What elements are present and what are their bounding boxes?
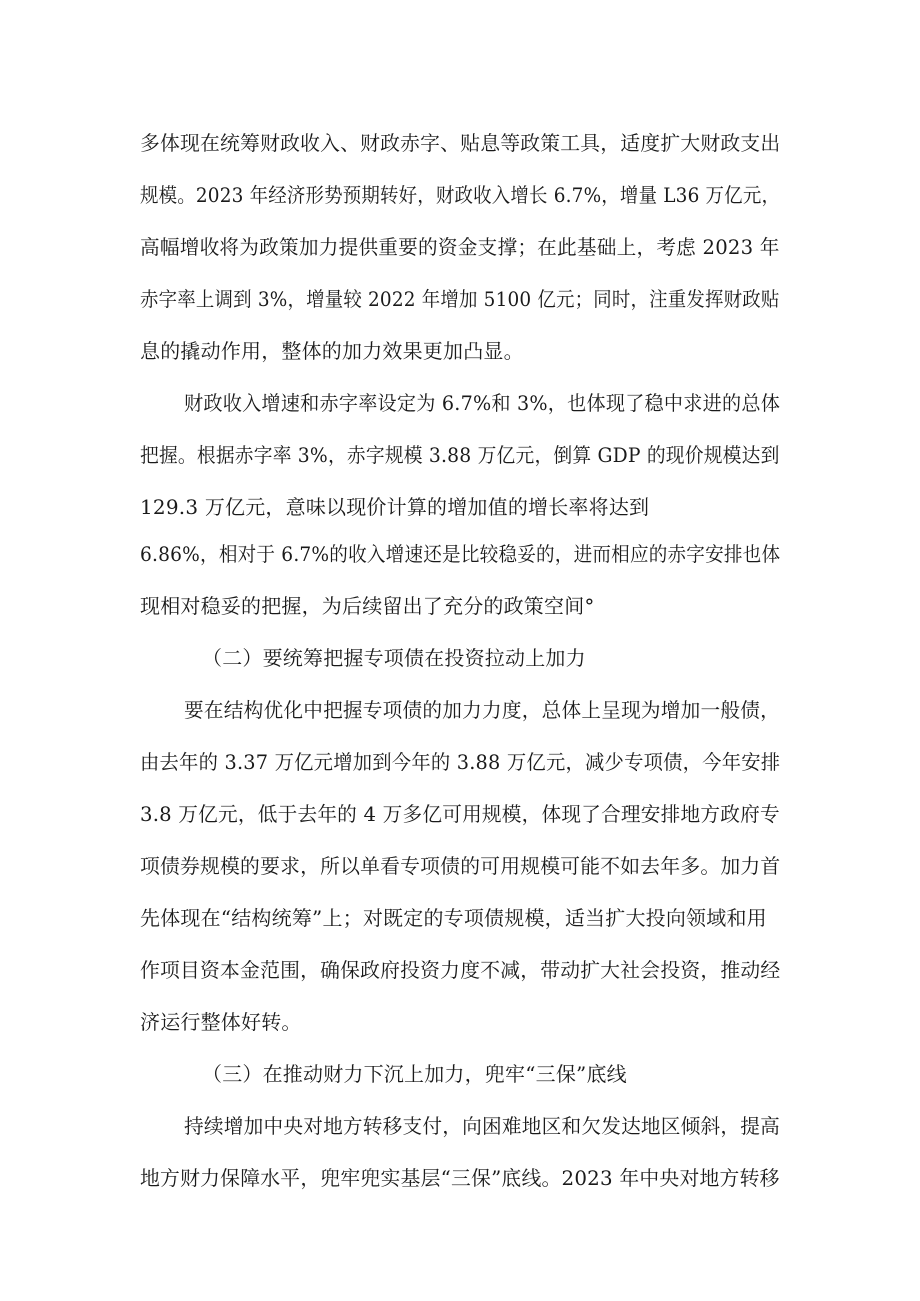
text-line: 规模。2023 年经济形势预期转好，财政收入增长 6.7%，增量 L36 万亿元， [140,183,781,207]
section-heading: （二）要统筹把握专项债在投资拉动上加力 [202,646,586,670]
text-line: 财政收入增速和赤字率设定为 6.7%和 3%，也体现了稳中求进的总体 [184,391,781,415]
section-heading: （三）在推动财力下沉上加力，兜牢“三保”底线 [202,1062,627,1086]
text-line: 先体现在“结构统筹”上；对既定的专项债规模，适当扩大投向领域和用 [140,906,767,930]
text-line: 把握。根据赤字率 3%，赤字规模 3.88 万亿元，倒算 GDP 的现价规模达到 [140,443,780,467]
text-line: 地方财力保障水平，兜牢兜实基层“三保”底线。2023 年中央对地方转移 [140,1166,780,1190]
text-line: 要在结构优化中把握专项债的加力力度，总体上呈现为增加一般债， [184,698,781,722]
text-line: 项债券规模的要求，所以单看专项债的可用规模可能不如去年多。加力首 [140,854,781,878]
text-line: 6.86%，相对于 6.7%的收入增速还是比较稳妥的，进而相应的赤字安排也体 [140,542,781,566]
text-line: 作项目资本金范围，确保政府投资力度不减，带动扩大社会投资，推动经 [140,958,781,982]
text-line: 高幅增收将为政策加力提供重要的资金支撑；在此基础上，考虑 2023 年 [140,235,780,259]
text-line: 129.3 万亿元，意味以现价计算的增加值的增长率将达到 [140,495,650,519]
text-line: 3.8 万亿元，低于去年的 4 万多亿可用规模，体现了合理安排地方政府专 [140,802,780,826]
text-line: 现相对稳妥的把握，为后续留出了充分的政策空间° [140,594,595,618]
text-line: 济运行整体好转。 [140,1010,302,1034]
text-line: 息的撬动作用，整体的加力效果更加凸显。 [140,339,524,363]
text-line: 多体现在统筹财政收入、财政赤字、贴息等政策工具，适度扩大财政支出 [140,131,781,155]
text-line: 赤字率上调到 3%，增量较 2022 年增加 5100 亿元；同时，注重发挥财政贴 [140,287,780,311]
text-line: 由去年的 3.37 万亿元增加到今年的 3.88 万亿元，减少专项债，今年安排 [140,750,781,774]
text-line: 持续增加中央对地方转移支付，向困难地区和欠发达地区倾斜，提高 [184,1114,781,1138]
